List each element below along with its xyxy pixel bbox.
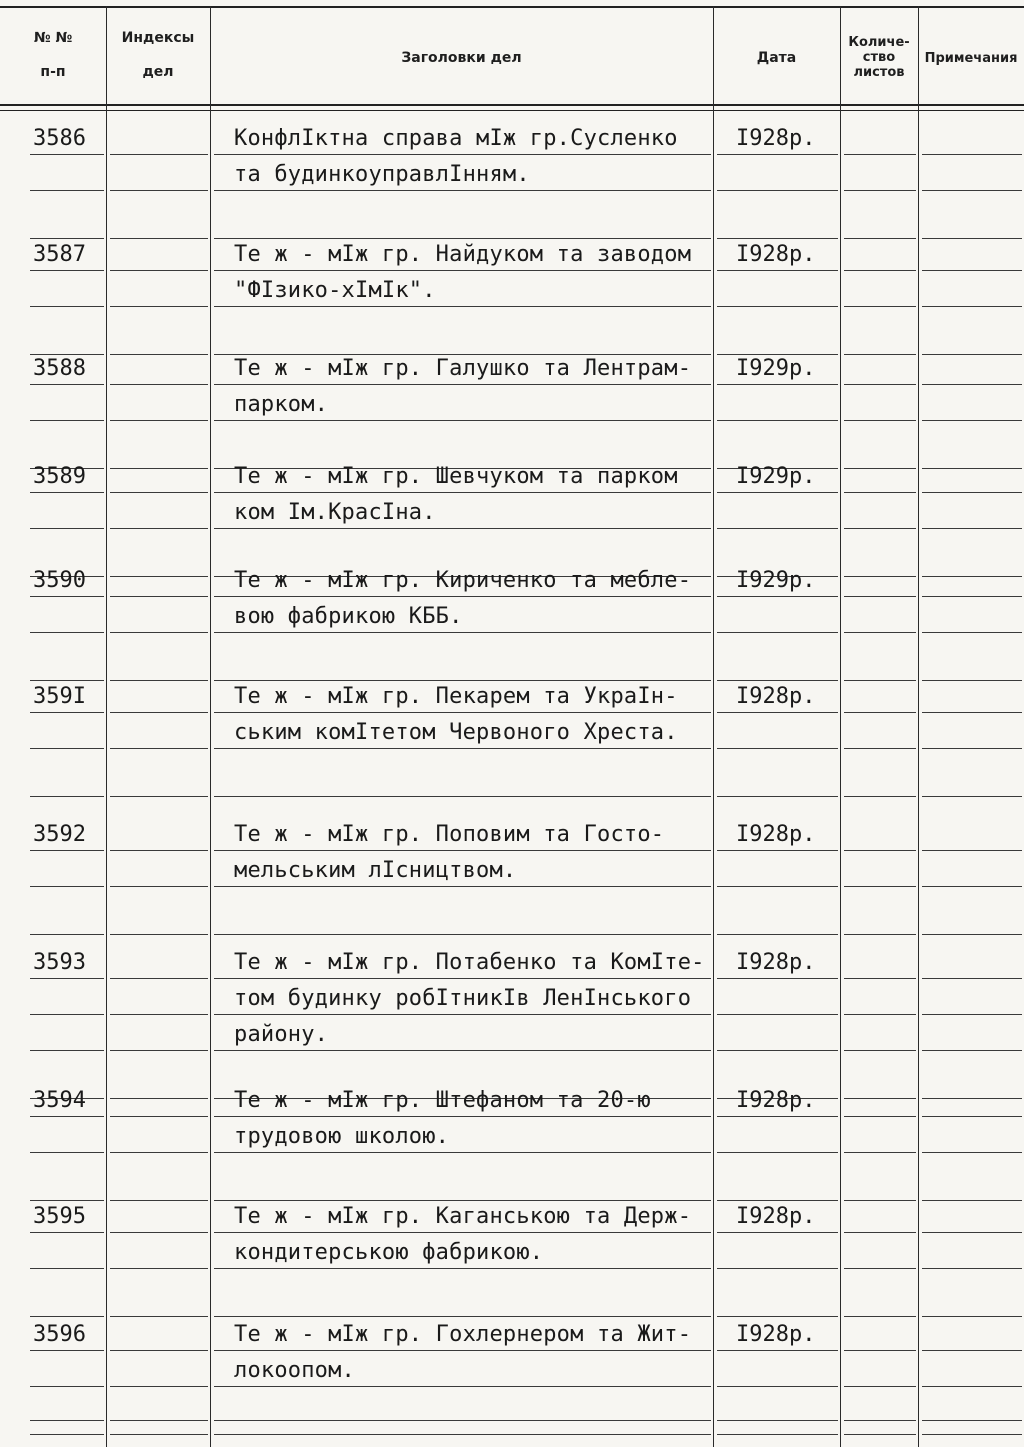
ruled-line [922,1152,1022,1153]
ruled-line [214,978,711,979]
ruled-line [110,1098,208,1099]
ruled-line [30,354,104,355]
ruled-line [30,154,104,155]
ruled-line [30,1116,104,1117]
ruled-line [110,468,208,469]
entry-number: 3588 [33,356,86,381]
entry-date: І929р. [736,356,816,381]
ruled-line [844,1200,916,1201]
ruled-line [844,270,916,271]
column-divider [106,6,107,1447]
ruled-line [844,190,916,191]
ruled-line [110,886,208,887]
ruled-line [110,1014,208,1015]
entry-title-line: "ФІзико-хІмІк". [234,278,436,303]
ruled-line [922,796,1022,797]
entry-title-line: Те ж - мІж гр. Галушко та Лентрам- [234,356,692,381]
ruled-line [922,1316,1022,1317]
ruled-line [844,1316,916,1317]
ruled-line [844,1152,916,1153]
header-title [210,20,713,95]
ruled-line [844,354,916,355]
entry-title-line: Те ж - мІж гр. Штефаном та 20-ю [234,1088,651,1113]
ruled-line [214,1200,711,1201]
ruled-line [110,1200,208,1201]
entry-number: 3594 [33,1088,86,1113]
entry-date: І929р. [736,568,816,593]
header-index-line1: Индексы [121,30,195,46]
ruled-line [844,468,916,469]
ruled-line [717,796,838,797]
ruled-line [214,850,711,851]
ruled-line [30,712,104,713]
ruled-line [110,748,208,749]
ruled-line [110,850,208,851]
ruled-line [844,576,916,577]
ruled-line [844,306,916,307]
entry-number: 3593 [33,950,86,975]
entry-number: 3590 [33,568,86,593]
ruled-line [922,354,1022,355]
ruled-line [110,1420,208,1421]
ruled-line [922,886,1022,887]
ruled-line [214,420,711,421]
ruled-line [30,596,104,597]
column-divider [210,6,211,1447]
ruled-line [30,1232,104,1233]
ruled-line [30,886,104,887]
ruled-line [922,528,1022,529]
column-divider [918,6,919,1447]
ruled-line [717,934,838,935]
ruled-line [922,748,1022,749]
ruled-line [922,978,1022,979]
entry-date: І928р. [736,822,816,847]
ruled-line [844,596,916,597]
entry-date: І928р. [736,1204,816,1229]
entry-date: І928р. [736,126,816,151]
ruled-line [922,850,1022,851]
ruled-line [922,596,1022,597]
ruled-line [110,632,208,633]
header-bottom-border [0,104,1024,106]
entry-title-line: Те ж - мІж гр. Каганською та Держ- [234,1204,692,1229]
ruled-line [30,1434,104,1435]
ruled-line [214,528,711,529]
entry-title-line: мельським лІсництвом. [234,858,517,883]
ruled-line [717,1014,838,1015]
ruled-line [844,796,916,797]
ruled-line [844,384,916,385]
ruled-line [922,270,1022,271]
ruled-line [844,712,916,713]
ruled-line [214,1350,711,1351]
ruled-line [214,632,711,633]
ruled-line [214,886,711,887]
ruled-line [844,238,916,239]
ruled-line [922,1116,1022,1117]
ruled-line [922,1232,1022,1233]
ruled-line [214,796,711,797]
header-bottom-border-2 [0,110,1024,111]
column-divider [713,6,714,1447]
ruled-line [110,1050,208,1051]
ruled-line [214,238,711,239]
ruled-line [844,420,916,421]
entry-title-line: вою фабрикою КББ. [234,604,463,629]
ruled-line [717,492,838,493]
ruled-line [844,1268,916,1269]
ruled-line [922,632,1022,633]
ruled-line [844,1116,916,1117]
ruled-line [214,1232,711,1233]
ruled-line [30,1200,104,1201]
ruled-line [30,850,104,851]
ruled-line [214,190,711,191]
top-border [0,6,1024,8]
entry-number: 3592 [33,822,86,847]
ruled-line [30,632,104,633]
entry-title-line: том будинку робІтникІв ЛенІнського [234,986,692,1011]
header-sheets-line2: ство [862,49,896,65]
header-number-line1: № № [33,30,73,46]
ruled-line [922,1386,1022,1387]
ruled-line [717,632,838,633]
column-divider [840,6,841,1447]
ruled-line [717,1420,838,1421]
ruled-line [110,492,208,493]
ruled-line [922,1434,1022,1435]
ruled-line [844,632,916,633]
header-date [713,20,840,95]
entry-date: І928р. [736,950,816,975]
ruled-line [30,492,104,493]
ruled-line [717,354,838,355]
ruled-line [30,1152,104,1153]
ruled-line [30,306,104,307]
ruled-line [30,1014,104,1015]
ruled-line [30,190,104,191]
ruled-line [30,270,104,271]
ruled-line [214,1434,711,1435]
ruled-line [717,1232,838,1233]
ruled-line [844,1014,916,1015]
entry-date: І928р. [736,1088,816,1113]
header-number-line2: п-п [40,64,66,80]
entry-title-line: ком Ім.КрасІна. [234,500,436,525]
ruled-line [214,384,711,385]
entry-title-line: Те ж - мІж гр. Кириченко та мебле- [234,568,692,593]
entry-title-line: Те ж - мІж гр. Поповим та Госто- [234,822,665,847]
ruled-line [214,748,711,749]
ruled-line [717,1434,838,1435]
ruled-line [214,154,711,155]
ruled-line [717,1268,838,1269]
ruled-line [717,1350,838,1351]
ruled-line [717,154,838,155]
ruled-line [844,1350,916,1351]
ruled-line [110,576,208,577]
ruled-line [844,748,916,749]
entry-number: 3587 [33,242,86,267]
entry-number: 3595 [33,1204,86,1229]
ruled-line [717,384,838,385]
ruled-line [922,576,1022,577]
ruled-line [717,1116,838,1117]
entry-title-line: Те ж - мІж гр. Потабенко та КомІте- [234,950,705,975]
ruled-line [717,1386,838,1387]
ruled-line [922,1350,1022,1351]
entry-date: І928р. [736,1322,816,1347]
ruled-line [844,1232,916,1233]
ruled-line [717,190,838,191]
entry-title-line: трудовою школою. [234,1124,450,1149]
entry-title-line: та будинкоуправлІнням. [234,162,530,187]
ruled-line [717,680,838,681]
ruled-line [717,528,838,529]
header-notes-text: Примечания [924,51,1018,66]
ruled-line [110,190,208,191]
ruled-line [110,1434,208,1435]
ruled-line [922,1200,1022,1201]
ruled-line [30,1386,104,1387]
ruled-line [110,420,208,421]
ruled-line [922,306,1022,307]
ruled-line [30,680,104,681]
ruled-line [844,1434,916,1435]
ruled-line [717,1152,838,1153]
ruled-line [110,934,208,935]
ruled-line [110,1232,208,1233]
ruled-line [110,306,208,307]
ruled-line [717,1316,838,1317]
ruled-line [110,1152,208,1153]
header-sheets-line3: листов [853,64,905,80]
entry-title-line: локоопом. [234,1358,356,1383]
ruled-line [110,270,208,271]
header-index-line2: дел [142,64,174,80]
ruled-line [717,596,838,597]
header-title-text: Заголовки дел [401,49,522,66]
ruled-line [717,850,838,851]
ruled-line [214,354,711,355]
ruled-line [922,384,1022,385]
ruled-line [844,492,916,493]
ruled-line [214,1268,711,1269]
entry-date: І929р. [736,464,816,489]
ruled-line [717,978,838,979]
ruled-line [214,1116,711,1117]
ruled-line [922,712,1022,713]
ruled-line [214,270,711,271]
ruled-line [30,978,104,979]
ruled-line [214,1050,711,1051]
ruled-line [717,1200,838,1201]
ruled-line [844,1420,916,1421]
ruled-line [922,1420,1022,1421]
ruled-line [110,528,208,529]
ruled-line [214,680,711,681]
entry-date: І928р. [736,242,816,267]
ruled-line [717,886,838,887]
entry-title-line: Те ж - мІж гр. Пекарем та УкраІн- [234,684,678,709]
ruled-line [844,934,916,935]
entry-title-line: ським комІтетом Червоного Хреста. [234,720,678,745]
ruled-line [717,712,838,713]
ruled-line [30,420,104,421]
header-date-text: Дата [756,49,797,66]
entry-title-line: Те ж - мІж гр. Шевчуком та парком [234,464,678,489]
header-sheets [840,22,918,92]
ruled-line [922,468,1022,469]
ruled-line [110,238,208,239]
ruled-line [110,1268,208,1269]
entry-number: 3586 [33,126,86,151]
ruled-line [214,596,711,597]
ruled-line [110,978,208,979]
ruled-line [30,796,104,797]
ruled-line [110,154,208,155]
ruled-line [214,1316,711,1317]
ruled-line [110,384,208,385]
ruled-line [922,190,1022,191]
ruled-line [30,1050,104,1051]
ruled-line [110,796,208,797]
ruled-line [922,238,1022,239]
ruled-line [30,1420,104,1421]
ruled-line [214,492,711,493]
ruled-line [110,1350,208,1351]
ruled-line [844,850,916,851]
ruled-line [844,528,916,529]
ruled-line [214,712,711,713]
header-notes [918,20,1024,98]
header-index [106,20,210,90]
ruled-line [844,1386,916,1387]
ruled-line [922,680,1022,681]
ruled-line [922,1268,1022,1269]
ruled-line [110,354,208,355]
ruled-line [922,934,1022,935]
ruled-line [110,680,208,681]
ruled-line [30,1268,104,1269]
ruled-line [214,1014,711,1015]
ruled-line [717,238,838,239]
ruled-line [844,154,916,155]
ruled-line [922,1098,1022,1099]
ruled-line [214,306,711,307]
ruled-line [214,934,711,935]
ruled-line [717,420,838,421]
ruled-line [922,1014,1022,1015]
ruled-line [922,420,1022,421]
entry-title-line: Те ж - мІж гр. Найдуком та заводом [234,242,692,267]
ruled-line [110,1116,208,1117]
ruled-line [717,748,838,749]
ruled-line [844,1098,916,1099]
ruled-line [922,492,1022,493]
ruled-line [30,748,104,749]
ruled-line [844,886,916,887]
ruled-line [717,306,838,307]
ruled-line [922,154,1022,155]
ruled-line [30,238,104,239]
entry-number: 359І [33,684,86,709]
ruled-line [110,1386,208,1387]
ruled-line [30,1316,104,1317]
entry-title-line: району. [234,1022,329,1047]
entry-title-line: Те ж - мІж гр. Гохлернером та Жит- [234,1322,692,1347]
ruled-line [30,384,104,385]
header-number [0,20,106,90]
ruled-line [844,978,916,979]
header-sheets-line1: Количе- [848,34,910,50]
entry-number: 3589 [33,464,86,489]
entry-date: І928р. [736,684,816,709]
ruled-line [110,1316,208,1317]
ruled-line [30,1350,104,1351]
ruled-line [110,712,208,713]
ruled-line [922,1050,1022,1051]
entry-title-line: КонфлІктна справа мІж гр.Сусленко [234,126,678,151]
ruled-line [717,270,838,271]
ruled-line [30,934,104,935]
ruled-line [844,680,916,681]
ruled-line [214,1386,711,1387]
ruled-line [717,1050,838,1051]
entry-number: 3596 [33,1322,86,1347]
entry-title-line: парком. [234,392,329,417]
ruled-line [214,1420,711,1421]
ruled-line [844,1050,916,1051]
entry-title-line: кондитерською фабрикою. [234,1240,544,1265]
ruled-line [30,528,104,529]
ruled-line [110,596,208,597]
ruled-line [214,1152,711,1153]
